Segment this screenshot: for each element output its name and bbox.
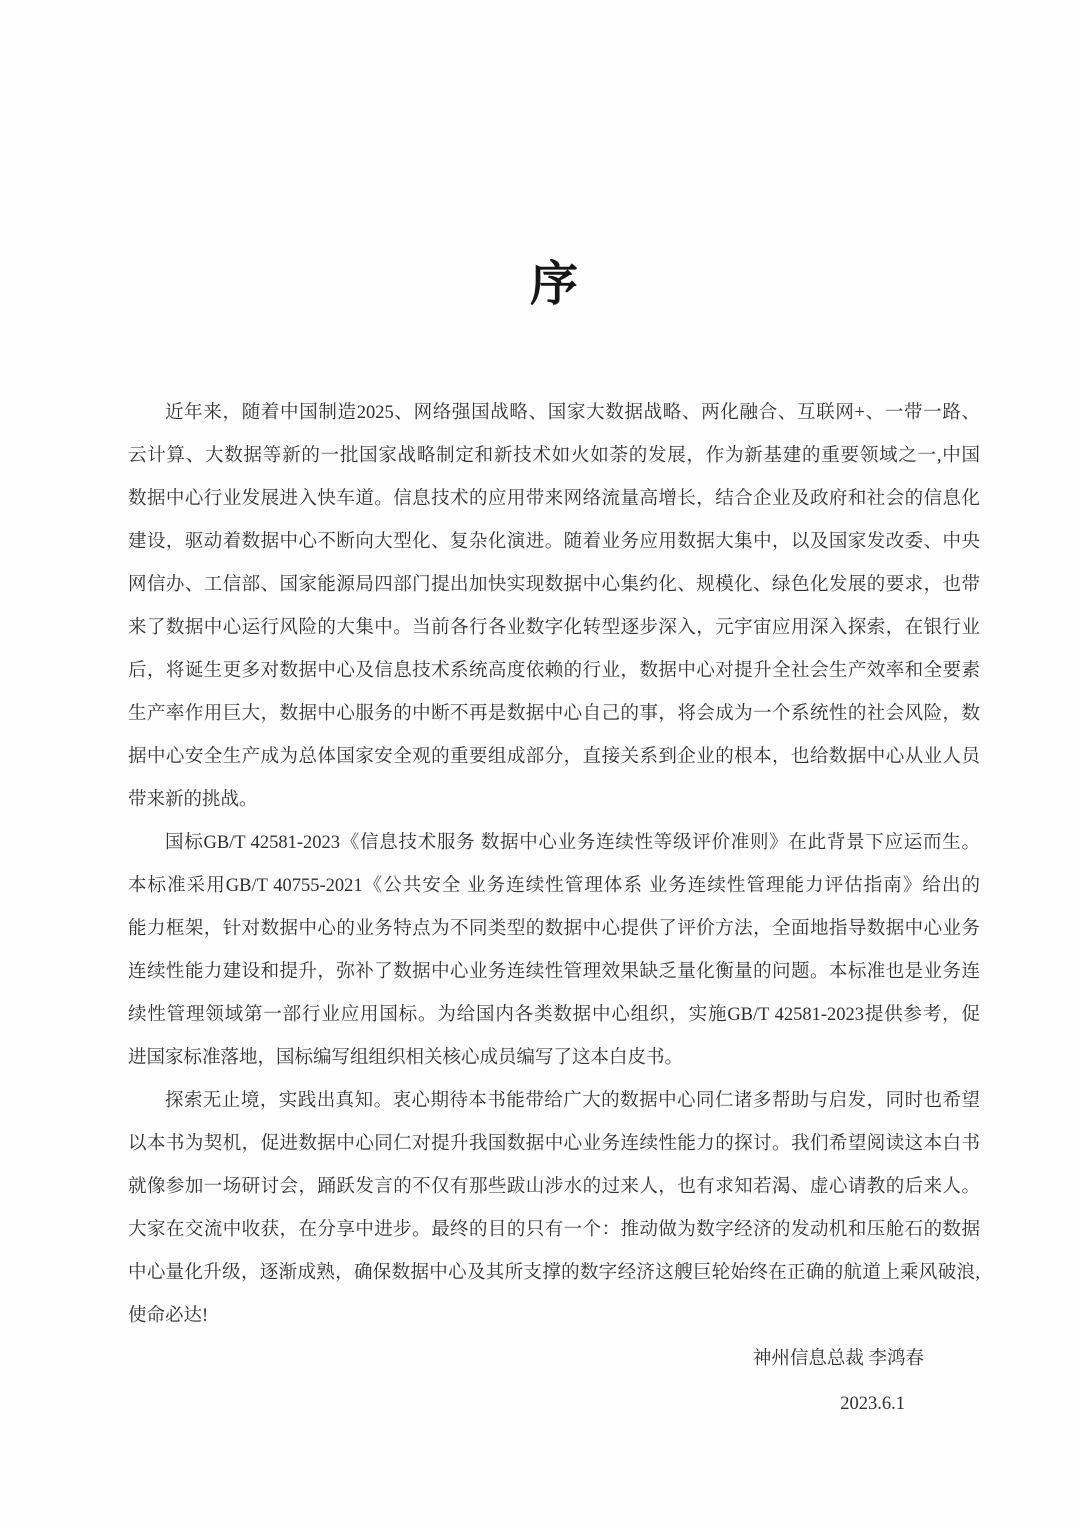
text-line: 中心量化升级，逐渐成熟，确保数据中心及其所支撑的数字经济这艘巨轮始终在正确的航道上乘风破浪, <box>128 1263 980 1283</box>
text-line: 使命必达! <box>128 1306 209 1326</box>
text-line: 后，将诞生更多对数据中心及信息技术系统高度依赖的行业，数据中心对提升全社会生产效率和全要素 <box>128 661 980 681</box>
paragraph <box>128 822 980 1080</box>
signature: 神州信息总裁 李鸿春 <box>752 1349 924 1369</box>
text-line: 带来新的挑战。 <box>128 790 258 810</box>
text-line: 近年来，随着中国制造2025、网络强国战略、国家大数据战略、两化融合、互联网+、一带一路、 <box>165 403 980 423</box>
paragraph <box>128 392 980 822</box>
text-line: 探索无止境，实践出真知。衷心期待本书能带给广大的数据中心同仁诸多帮助与启发，同时也希望 <box>165 1091 980 1111</box>
text-line: 生产率作用巨大，数据中心服务的中断不再是数据中心自己的事，将会成为一个系统性的社会风险，数 <box>128 704 980 724</box>
text-line: 建设，驱动着数据中心不断向大型化、复杂化演进。随着业务应用数据大集中，以及国家发改委、中央 <box>128 532 980 552</box>
signature-block <box>128 1338 980 1426</box>
text-line: 国标GB/T 42581-2023《信息技术服务 数据中心业务连续性等级评价准则》在此背景下应运而生。 <box>165 833 980 853</box>
text-line: 以本书为契机，促进数据中心同仁对提升我国数据中心业务连续性能力的探讨。我们希望阅读这本白书 <box>128 1134 980 1154</box>
paragraph <box>128 1080 980 1338</box>
text-line: 连续性能力建设和提升，弥补了数据中心业务连续性管理效果缺乏量化衡量的问题。本标准也是业务连 <box>128 962 980 982</box>
text-line: 网信办、工信部、国家能源局四部门提出加快实现数据中心集约化、规模化、绿色化发展的要求，也带 <box>128 575 980 595</box>
text-line: 能力框架，针对数据中心的业务特点为不同类型的数据中心提供了评价方法，全面地指导数据中心业务 <box>128 919 980 939</box>
text-line: 来了数据中心运行风险的大集中。当前各行各业数字化转型逐步深入，元宇宙应用深入探索，在银行业 <box>128 618 980 638</box>
signature-date: 2023.6.1 <box>840 1394 905 1414</box>
text-line: 续性管理领域第一部行业应用国标。为给国内各类数据中心组织，实施GB/T 42581-2023提供参考，促 <box>128 1005 980 1025</box>
text-line: 就像参加一场研讨会，踊跃发言的不仅有那些跋山涉水的过来人，也有求知若渴、虚心请教的后来人。 <box>128 1177 980 1197</box>
text-line: 本标准采用GB/T 40755-2021《公共安全 业务连续性管理体系 业务连续性管理能力评估指南》给出的 <box>128 876 980 896</box>
text-line: 进国家标准落地，国标编写组组织相关核心成员编写了这本白皮书。 <box>128 1048 684 1068</box>
document-body <box>128 392 980 1338</box>
text-line: 据中心安全生产成为总体国家安全观的重要组成部分，直接关系到企业的根本，也给数据中心从业人员 <box>128 747 980 767</box>
text-line: 数据中心行业发展进入快车道。信息技术的应用带来网络流量高增长，结合企业及政府和社会的信息化 <box>128 489 980 509</box>
page-title: 序 <box>529 258 578 311</box>
text-line: 云计算、大数据等新的一批国家战略制定和新技术如火如荼的发展，作为新基建的重要领域之一,中国 <box>128 446 980 466</box>
text-line: 大家在交流中收获，在分享中进步。最终的目的只有一个：推动做为数字经济的发动机和压舱石的数据 <box>128 1220 980 1240</box>
